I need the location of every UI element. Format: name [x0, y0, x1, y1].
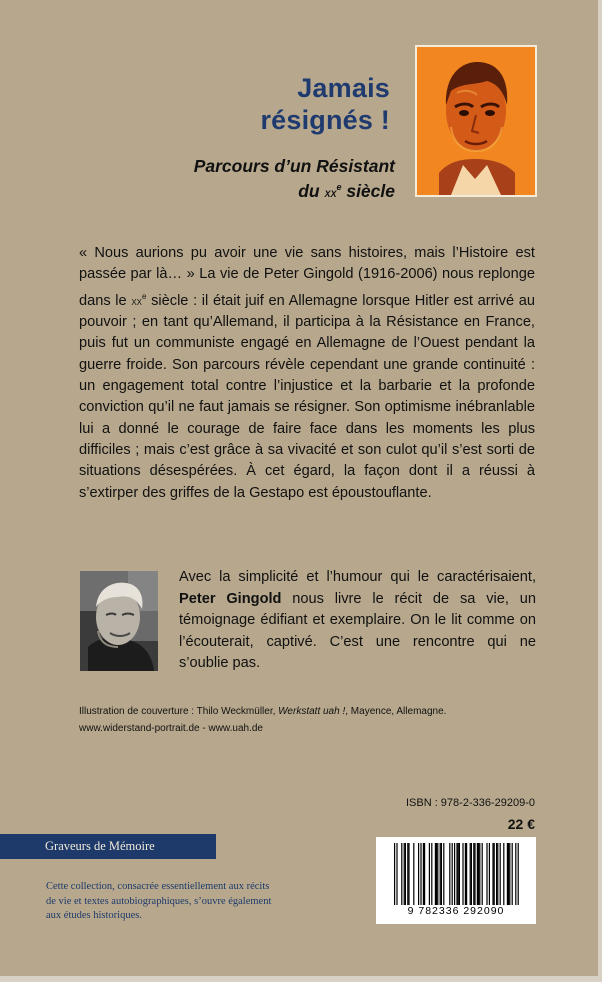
author-paragraph: [179, 567, 536, 675]
barcode-bar: [413, 843, 414, 905]
barcode-bar: [478, 843, 479, 905]
barcode: [376, 837, 536, 907]
barcode-bar: [465, 843, 466, 905]
barcode-bar: [456, 843, 457, 905]
book-subtitle: [150, 156, 395, 203]
credit-work-title: Werkstatt uah !: [278, 706, 346, 717]
barcode-bar: [423, 843, 424, 905]
barcode-bar: [449, 843, 450, 905]
barcode-bar: [471, 843, 472, 905]
barcode-bar: [405, 843, 406, 905]
collection-desc-line-2: de vie et textes autobiographiques, s’ouvre également: [46, 895, 272, 907]
barcode-bar: [436, 843, 437, 905]
subtitle-line-2-post: siècle: [341, 180, 395, 201]
barcode-bar: [452, 843, 453, 905]
barcode-bar: [518, 843, 519, 905]
author-photo: [80, 571, 158, 671]
barcode-bar: [473, 843, 474, 905]
barcode-bar: [420, 843, 421, 905]
book-title: [190, 72, 390, 136]
barcode-bar: [396, 843, 397, 905]
barcode-bar: [509, 843, 510, 905]
subtitle-superscript: e: [336, 182, 342, 192]
barcode-bar: [470, 843, 471, 905]
barcode-bar: [441, 843, 442, 905]
barcode-bar: [462, 843, 463, 905]
back-cover-blurb: [79, 243, 535, 504]
barcode-bar: [482, 843, 483, 905]
barcode-bar: [486, 843, 487, 905]
barcode-bar: [404, 843, 405, 905]
barcode-bar: [508, 843, 509, 905]
barcode-bar: [443, 843, 444, 905]
title-line-1: Jamais: [297, 73, 390, 103]
cover-portrait-illustration: [415, 45, 537, 197]
author-name: Peter Gingold: [179, 590, 282, 607]
barcode-bar: [492, 843, 493, 905]
page-edge-bottom: [0, 976, 602, 982]
price: 22 €: [507, 816, 535, 832]
blurb-century: xx: [131, 293, 142, 308]
collection-name-band: Graveurs de Mémoire: [0, 834, 216, 859]
barcode-bar: [497, 843, 498, 905]
barcode-label: [376, 837, 536, 924]
blurb-superscript: e: [142, 291, 147, 301]
barcode-bar: [435, 843, 436, 905]
barcode-bar: [407, 843, 408, 905]
barcode-bar: [494, 843, 495, 905]
barcode-bar: [454, 843, 455, 905]
barcode-bar: [458, 843, 459, 905]
collection-desc-line-3: aux études historiques.: [46, 910, 142, 921]
subtitle-line-2: [150, 177, 395, 203]
barcode-bar: [440, 843, 441, 905]
blurb-part-1: « Nous aurions pu avoir une vie sans histoires, mais l’Histoire est passée par là… » La vie de Peter Gingold (1916-2006) nous replonge dans le: [79, 245, 535, 309]
barcode-bar: [437, 843, 438, 905]
barcode-bar: [503, 843, 504, 905]
barcode-bar: [496, 843, 497, 905]
barcode-bar: [459, 843, 460, 905]
subtitle-century: xx: [324, 184, 337, 200]
blurb-part-2: siècle : il était juif en Allemagne lorsque Hitler est arrivé au pouvoir ; en tant qu’Allemand, il participa à la Résistance en France, puis fut un communiste engagé en Allemagne de l’Ouest pendant la guerre froide. Son parcours révèle cependant une grande continuité : un engagement total contre l’injustice et la barbarie et la profonde conviction qu’il ne faut jamais se résigner. Son optimisme inébranlable lui a donné le courage de faire face dans les moments les plus difficiles ; mais c’est grâce à sa vivacité et son culot qu’il s’est sorti de situations désespérées. À cet égard, la façon dont il a réussi à s’extirper des griffes de la Gestapo est époustouflante.: [79, 292, 535, 501]
credit-line-1: [79, 703, 539, 720]
isbn: ISBN : 978-2-336-29209-0: [405, 797, 535, 809]
barcode-bar: [418, 843, 419, 905]
subtitle-line-1: Parcours d’un Résistant: [193, 156, 395, 176]
page-edge-right: [598, 0, 602, 982]
barcode-bar: [466, 843, 467, 905]
subtitle-line-2-pre: du: [298, 180, 325, 201]
credit-post: , Mayence, Allemagne.: [345, 706, 447, 717]
collection-description: [46, 880, 366, 924]
barcode-bar: [515, 843, 516, 905]
barcode-bar: [431, 843, 432, 905]
barcode-bar: [512, 843, 513, 905]
barcode-bar: [507, 843, 508, 905]
barcode-bar: [408, 843, 409, 905]
credit-websites: www.widerstand-portrait.de - www.uah.de: [79, 723, 263, 734]
barcode-bar: [489, 843, 490, 905]
barcode-digits: 9 782336 292090: [407, 905, 505, 917]
author-paragraph-post: nous livre le récit de sa vie, un témoignage édifiant et exemplaire. On le lit comme on l’écouterait, captivé. C’est une rencontre qui ne s’oublie pas.: [179, 590, 536, 671]
barcode-bar: [394, 843, 395, 905]
collection-desc-line-1: Cette collection, consacrée essentiellement aux récits: [46, 881, 270, 892]
barcode-bar: [424, 843, 425, 905]
barcode-bar: [401, 843, 402, 905]
barcode-bar: [500, 843, 501, 905]
title-line-2: résignés !: [260, 105, 390, 135]
illustration-credit: [79, 703, 539, 737]
credit-pre: Illustration de couverture : Thilo Weckmüller,: [79, 706, 279, 717]
barcode-bar: [479, 843, 480, 905]
barcode-bar: [429, 843, 430, 905]
author-paragraph-pre: Avec la simplicité et l’humour qui le caractérisaient,: [179, 569, 536, 585]
barcode-bar: [477, 843, 478, 905]
barcode-bar: [474, 843, 475, 905]
